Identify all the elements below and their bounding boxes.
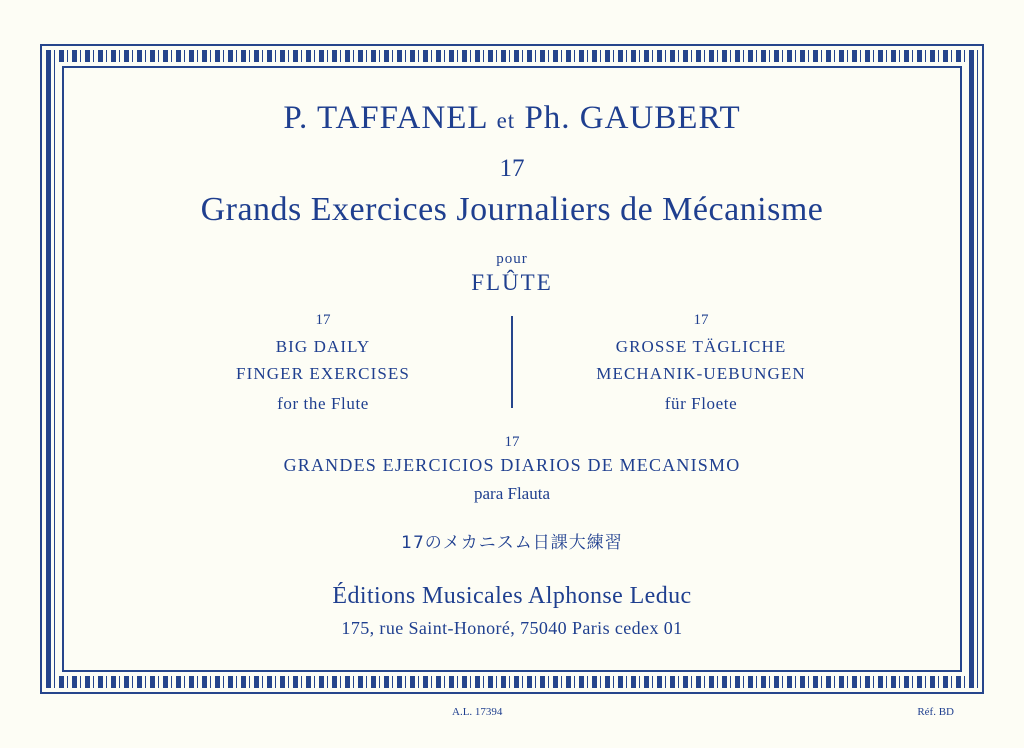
german-count: 17 — [693, 312, 709, 328]
english-count: 17 — [315, 312, 331, 328]
composer-first: P. TAFFANEL — [283, 100, 488, 136]
english-title-line2: FINGER EXERCISES — [236, 364, 410, 383]
spanish-count: 17 — [504, 434, 520, 450]
german-subtitle: für Floete — [664, 394, 738, 413]
page-title: Grands Exercices Journaliers de Mécanisme — [200, 191, 824, 228]
german-title-line1: GROSSE TÄGLICHE — [615, 337, 787, 356]
german-translation-block — [531, 312, 871, 414]
plate-number: A.L. 17394 — [452, 706, 503, 718]
instrument-label: FLÛTE — [471, 270, 553, 295]
reference-code: Réf. BD — [917, 706, 954, 718]
english-title-line1: BIG DAILY — [275, 337, 371, 356]
spanish-title: GRANDES EJERCICIOS DIARIOS DE MECANISMO — [283, 455, 741, 475]
publisher-name: Éditions Musicales Alphonse Leduc — [332, 583, 692, 609]
english-translation-block — [153, 312, 493, 414]
composers-line — [62, 100, 962, 137]
spanish-subtitle: para Flauta — [474, 484, 550, 503]
column-divider — [511, 316, 513, 408]
page-footer — [62, 706, 962, 718]
german-title-line2: MECHANIK-UEBUNGEN — [596, 364, 806, 383]
japanese-title: 17のメカニスム日課大練習 — [401, 533, 623, 553]
for-label: pour — [496, 251, 528, 267]
translations-two-column — [62, 312, 962, 414]
cover-content — [62, 66, 962, 672]
composer-second: Ph. GAUBERT — [524, 100, 741, 136]
english-subtitle: for the Flute — [277, 394, 369, 413]
exercise-count: 17 — [499, 155, 525, 182]
publisher-address: 175, rue Saint-Honoré, 75040 Paris cedex 01 — [341, 618, 683, 638]
spanish-translation-block — [62, 434, 962, 504]
composer-conjunction: et — [496, 108, 516, 133]
